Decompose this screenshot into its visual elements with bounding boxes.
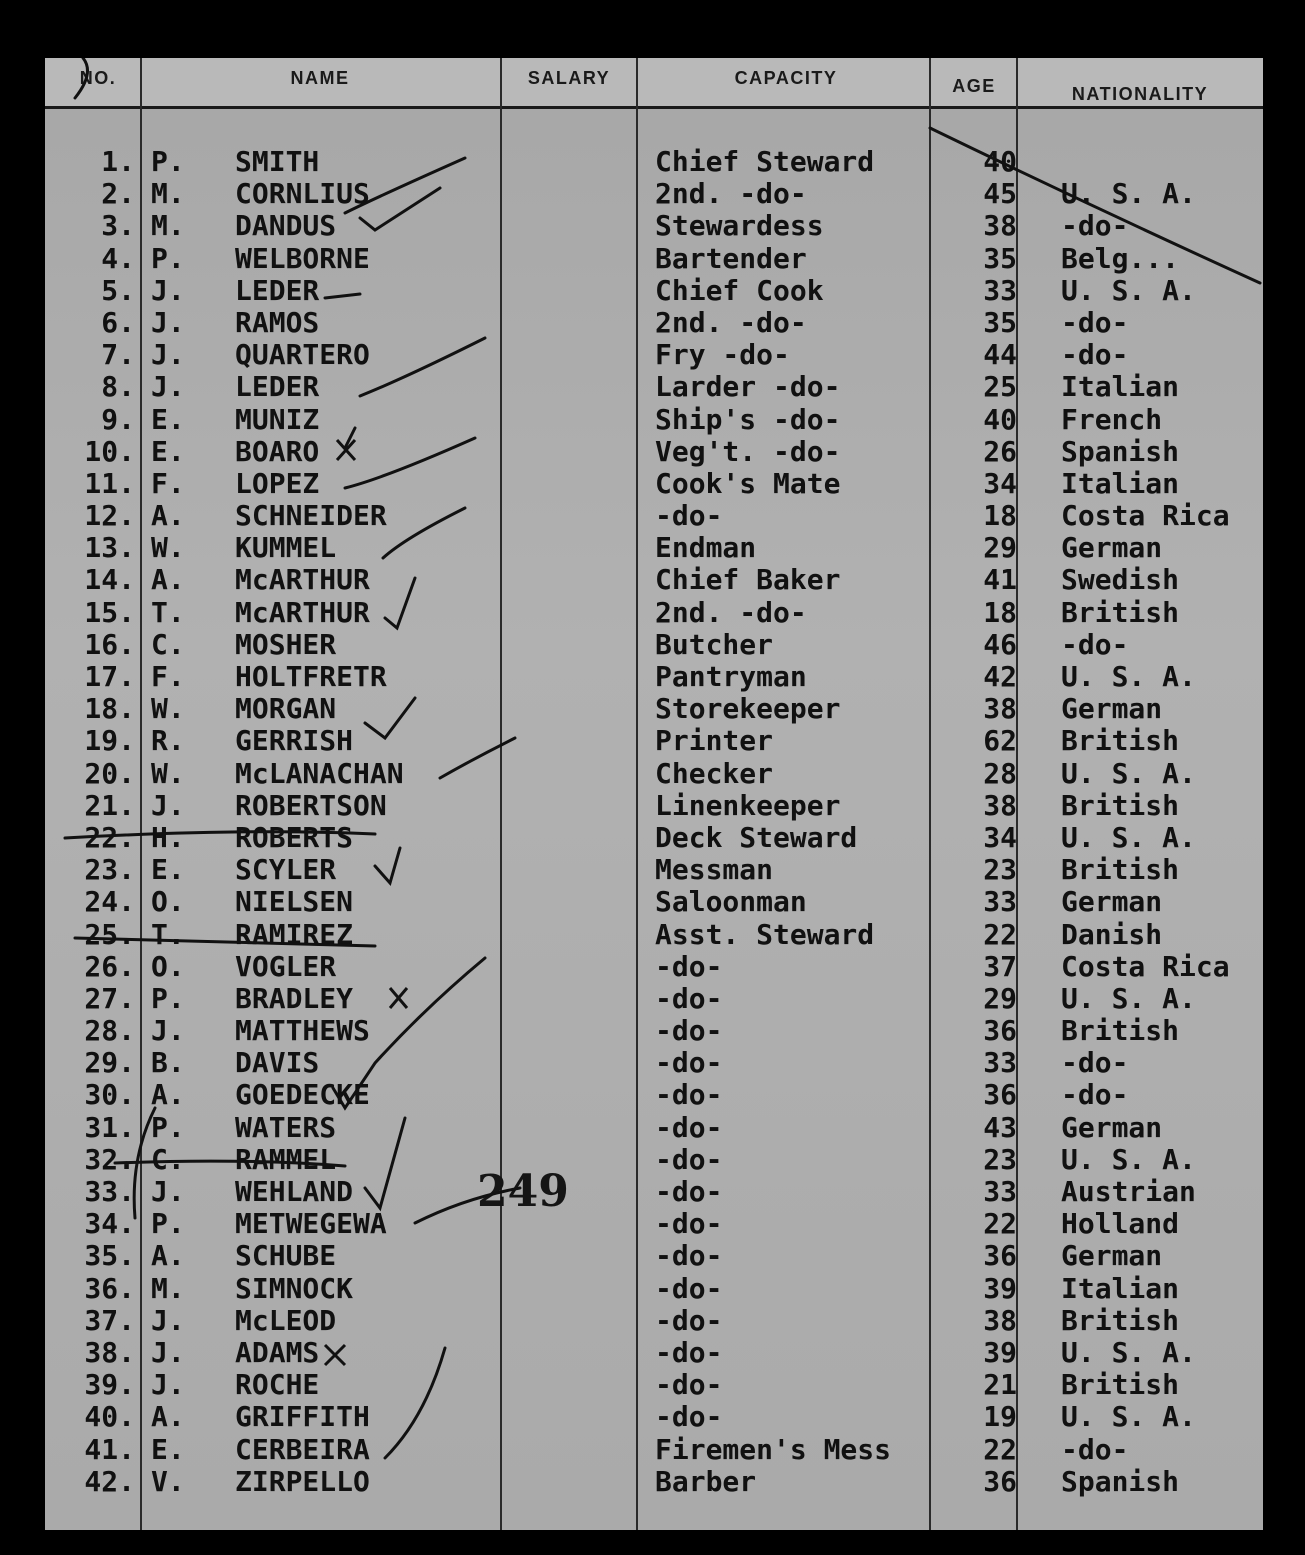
- manifest-sheet: [45, 58, 1263, 1530]
- age: 33: [983, 1175, 1017, 1208]
- header-name: NAME: [290, 68, 350, 88]
- age: 39: [983, 1271, 1017, 1305]
- crew-name: LEDER: [235, 273, 320, 307]
- age: 36: [983, 1078, 1017, 1112]
- age: 37: [983, 949, 1017, 983]
- age: 36: [983, 1014, 1017, 1048]
- nationality: French: [1061, 402, 1163, 436]
- age: 34: [983, 466, 1017, 500]
- row-number: 17.: [84, 660, 135, 693]
- row-number: 18.: [84, 692, 135, 726]
- capacity: Saloonman: [655, 885, 807, 919]
- capacity: Veg't. -do-: [655, 434, 841, 468]
- initial: O.: [151, 885, 185, 919]
- initial: J.: [151, 370, 185, 404]
- nationality: U. S. A.: [1061, 1400, 1196, 1434]
- initial: E.: [151, 402, 185, 436]
- crew-name: ROBERTS: [235, 820, 354, 854]
- row-number: 11.: [84, 466, 135, 500]
- row-number: 26.: [84, 949, 135, 983]
- age: 22: [983, 1432, 1017, 1466]
- capacity: 2nd. -do-: [655, 305, 807, 339]
- age: 33: [983, 885, 1017, 919]
- age: 18: [983, 595, 1017, 629]
- age: 40: [983, 402, 1017, 436]
- initial: M.: [151, 209, 185, 243]
- crew-name: METWEGEWA: [235, 1207, 387, 1241]
- crew-name: DANDUS: [235, 209, 337, 243]
- capacity: Butcher: [655, 627, 774, 661]
- crew-name: MOSHER: [235, 627, 337, 661]
- capacity: Endman: [655, 531, 757, 565]
- crew-name: McLEOD: [235, 1303, 337, 1337]
- capacity: Chief Cook: [655, 273, 824, 307]
- age: 46: [983, 627, 1017, 661]
- capacity: -do-: [655, 1175, 723, 1208]
- nationality: Italian: [1061, 466, 1180, 500]
- capacity: -do-: [655, 1046, 723, 1080]
- age: 38: [983, 1303, 1017, 1337]
- crew-name: MORGAN: [235, 692, 337, 726]
- age: 33: [983, 1046, 1017, 1080]
- crew-name: SCYLER: [235, 853, 337, 887]
- nationality: Holland: [1061, 1207, 1180, 1241]
- crew-name: McARTHUR: [235, 595, 370, 629]
- initial: J.: [151, 1368, 185, 1402]
- nationality: British: [1061, 788, 1180, 822]
- initial: O.: [151, 949, 185, 983]
- nationality: Danish: [1061, 917, 1163, 951]
- nationality: Spanish: [1061, 434, 1180, 468]
- initial: P.: [151, 1207, 185, 1241]
- nationality: German: [1061, 1239, 1163, 1273]
- row-number: 12.: [84, 499, 135, 533]
- age: 43: [983, 1110, 1017, 1144]
- nationality: -do-: [1061, 627, 1129, 661]
- crew-name: GERRISH: [235, 724, 354, 758]
- crew-name: NIELSEN: [235, 885, 354, 919]
- capacity: Printer: [655, 724, 774, 758]
- age: 36: [983, 1239, 1017, 1273]
- age: 41: [983, 563, 1017, 597]
- age: 36: [983, 1464, 1017, 1498]
- crew-name: RAMOS: [235, 305, 320, 339]
- row-number: 29.: [84, 1046, 135, 1080]
- row-number: 32.: [84, 1142, 135, 1176]
- nationality: -do-: [1061, 1078, 1129, 1112]
- capacity: Cook's Mate: [655, 466, 841, 500]
- row-number: 23.: [84, 853, 135, 887]
- capacity: 2nd. -do-: [655, 177, 807, 211]
- initial: R.: [151, 724, 185, 758]
- age: 38: [983, 692, 1017, 726]
- crew-name: SMITH: [235, 145, 320, 178]
- age: 45: [983, 177, 1017, 211]
- capacity: -do-: [655, 1239, 723, 1273]
- crew-name: HOLTFRETR: [235, 660, 387, 693]
- crew-name: BRADLEY: [235, 981, 354, 1015]
- row-number: 20.: [84, 756, 135, 790]
- row-number: 3.: [101, 209, 135, 243]
- age: 19: [983, 1400, 1017, 1434]
- row-number: 1.: [101, 145, 135, 178]
- capacity: Firemen's Mess: [655, 1432, 892, 1466]
- crew-name: BOARO: [235, 434, 320, 468]
- initial: P.: [151, 981, 185, 1015]
- initial: J.: [151, 1335, 185, 1369]
- initial: T.: [151, 595, 185, 629]
- nationality: British: [1061, 1368, 1180, 1402]
- nationality: British: [1061, 1014, 1180, 1048]
- initial: W.: [151, 756, 185, 790]
- row-number: 40.: [84, 1400, 135, 1434]
- age: 38: [983, 788, 1017, 822]
- nationality: -do-: [1061, 1432, 1129, 1466]
- crew-name: GRIFFITH: [235, 1400, 370, 1434]
- crew-name: MUNIZ: [235, 402, 320, 436]
- crew-name: WATERS: [235, 1110, 337, 1144]
- row-number: 42.: [84, 1464, 135, 1498]
- age: 26: [983, 434, 1017, 468]
- row-number: 15.: [84, 595, 135, 629]
- capacity: -do-: [655, 1368, 723, 1402]
- initial: F.: [151, 660, 185, 693]
- initial: J.: [151, 788, 185, 822]
- header-salary: SALARY: [527, 68, 611, 88]
- age: 18: [983, 499, 1017, 533]
- nationality: U. S. A.: [1061, 273, 1196, 307]
- row-number: 38.: [84, 1335, 135, 1369]
- capacity: -do-: [655, 1110, 723, 1144]
- age: 38: [983, 209, 1017, 243]
- nationality: Swedish: [1061, 563, 1180, 597]
- initial: V.: [151, 1464, 185, 1498]
- initial: A.: [151, 1078, 185, 1112]
- initial: P.: [151, 241, 185, 275]
- capacity: Asst. Steward: [655, 917, 875, 951]
- capacity: Storekeeper: [655, 692, 841, 726]
- capacity: -do-: [655, 1078, 723, 1112]
- row-number: 24.: [84, 885, 135, 919]
- age: 42: [983, 660, 1017, 693]
- nationality: German: [1061, 1110, 1163, 1144]
- crew-name: CORNLIUS: [235, 177, 370, 211]
- capacity: Messman: [655, 853, 774, 887]
- age: 44: [983, 338, 1017, 372]
- nationality: Costa Rica: [1061, 499, 1230, 533]
- age: 34: [983, 820, 1017, 854]
- row-number: 41.: [84, 1432, 135, 1466]
- capacity: Ship's -do-: [655, 402, 841, 436]
- initial: J.: [151, 338, 185, 372]
- capacity: -do-: [655, 1271, 723, 1305]
- nationality: U. S. A.: [1061, 756, 1196, 790]
- capacity: -do-: [655, 499, 723, 533]
- nationality: U. S. A.: [1061, 981, 1196, 1015]
- row-number: 13.: [84, 531, 135, 565]
- age: 40: [983, 145, 1017, 178]
- crew-name: VOGLER: [235, 949, 337, 983]
- initial: P.: [151, 1110, 185, 1144]
- row-number: 14.: [84, 563, 135, 597]
- row-number: 34.: [84, 1207, 135, 1241]
- capacity: -do-: [655, 1142, 723, 1176]
- capacity: Deck Steward: [655, 820, 858, 854]
- initial: J.: [151, 273, 185, 307]
- nationality: Spanish: [1061, 1464, 1180, 1498]
- age: 25: [983, 370, 1017, 404]
- age: 29: [983, 981, 1017, 1015]
- initial: M.: [151, 177, 185, 211]
- initial: A.: [151, 1239, 185, 1273]
- initial: H.: [151, 820, 185, 854]
- nationality: -do-: [1061, 305, 1129, 339]
- row-number: 2.: [101, 177, 135, 211]
- nationality: Italian: [1061, 370, 1180, 404]
- crew-name: ROBERTSON: [235, 788, 387, 822]
- capacity: -do-: [655, 1400, 723, 1434]
- age: 29: [983, 531, 1017, 565]
- capacity: -do-: [655, 1207, 723, 1241]
- crew-name: SCHUBE: [235, 1239, 337, 1273]
- header-no: NO.: [79, 68, 117, 88]
- age: 62: [983, 724, 1017, 758]
- crew-name: ROCHE: [235, 1368, 320, 1402]
- row-number: 8.: [101, 370, 135, 404]
- crew-name: CERBEIRA: [235, 1432, 370, 1466]
- capacity: Checker: [655, 756, 774, 790]
- nationality: British: [1061, 724, 1180, 758]
- crew-name: McARTHUR: [235, 563, 370, 597]
- age: 22: [983, 917, 1017, 951]
- row-number: 16.: [84, 627, 135, 661]
- crew-name: LOPEZ: [235, 466, 320, 500]
- handwritten-check-marks: [45, 58, 1263, 1530]
- initial: A.: [151, 563, 185, 597]
- age: 28: [983, 756, 1017, 790]
- crew-name: RAMIREZ: [235, 917, 354, 951]
- row-number: 27.: [84, 981, 135, 1015]
- age: 23: [983, 1142, 1017, 1176]
- crew-name: KUMMEL: [235, 531, 337, 565]
- nationality: Austrian: [1061, 1175, 1196, 1208]
- initial: J.: [151, 1303, 185, 1337]
- initial: C.: [151, 1142, 185, 1176]
- row-number: 9.: [101, 402, 135, 436]
- initial: T.: [151, 917, 185, 951]
- initial: C.: [151, 627, 185, 661]
- row-number: 39.: [84, 1368, 135, 1402]
- capacity: 2nd. -do-: [655, 595, 807, 629]
- age: 35: [983, 305, 1017, 339]
- initial: F.: [151, 466, 185, 500]
- initial: W.: [151, 692, 185, 726]
- nationality: British: [1061, 595, 1180, 629]
- row-number: 6.: [101, 305, 135, 339]
- nationality: Belg...: [1061, 241, 1180, 275]
- capacity: Chief Baker: [655, 563, 841, 597]
- capacity: -do-: [655, 1303, 723, 1337]
- initial: A.: [151, 1400, 185, 1434]
- header-age: AGE: [952, 76, 996, 96]
- capacity: Pantryman: [655, 660, 807, 693]
- row-number: 21.: [84, 788, 135, 822]
- crew-name: ADAMS: [235, 1335, 320, 1369]
- initial: E.: [151, 434, 185, 468]
- crew-name: LEDER: [235, 370, 320, 404]
- nationality: U. S. A.: [1061, 660, 1196, 693]
- capacity: Linenkeeper: [655, 788, 841, 822]
- header-capacity: CAPACITY: [734, 68, 838, 88]
- age: 35: [983, 241, 1017, 275]
- crew-name: SIMNOCK: [235, 1271, 354, 1305]
- row-number: 33.: [84, 1175, 135, 1208]
- capacity: Bartender: [655, 241, 807, 275]
- row-number: 22.: [84, 820, 135, 854]
- nationality: German: [1061, 692, 1163, 726]
- age: 21: [983, 1368, 1017, 1402]
- initial: W.: [151, 531, 185, 565]
- row-number: 10.: [84, 434, 135, 468]
- row-number: 35.: [84, 1239, 135, 1273]
- nationality: German: [1061, 531, 1163, 565]
- row-number: 31.: [84, 1110, 135, 1144]
- nationality: German: [1061, 885, 1163, 919]
- crew-name: WELBORNE: [235, 241, 370, 275]
- capacity: Barber: [655, 1464, 757, 1498]
- row-number: 28.: [84, 1014, 135, 1048]
- nationality: -do-: [1061, 209, 1129, 243]
- row-number: 36.: [84, 1271, 135, 1305]
- age: 39: [983, 1335, 1017, 1369]
- initial: M.: [151, 1271, 185, 1305]
- nationality: British: [1061, 1303, 1180, 1337]
- row-number: 30.: [84, 1078, 135, 1112]
- nationality: U. S. A.: [1061, 177, 1196, 211]
- age: 33: [983, 273, 1017, 307]
- nationality: -do-: [1061, 1046, 1129, 1080]
- crew-name: GOEDECKE: [235, 1078, 370, 1112]
- capacity: -do-: [655, 1335, 723, 1369]
- initial: A.: [151, 499, 185, 533]
- capacity: Stewardess: [655, 209, 824, 243]
- stamp-number: 249: [477, 1166, 569, 1217]
- nationality: British: [1061, 853, 1180, 887]
- row-number: 19.: [84, 724, 135, 758]
- initial: J.: [151, 305, 185, 339]
- capacity: Chief Steward: [655, 145, 875, 178]
- crew-name: MATTHEWS: [235, 1014, 370, 1048]
- row-number: 5.: [101, 273, 135, 307]
- row-number: 7.: [101, 338, 135, 372]
- crew-name: RAMMEL: [235, 1142, 337, 1176]
- age: 23: [983, 853, 1017, 887]
- nationality: -do-: [1061, 338, 1129, 372]
- nationality: Italian: [1061, 1271, 1180, 1305]
- nationality: Costa Rica: [1061, 949, 1230, 983]
- initial: J.: [151, 1175, 185, 1208]
- initial: P.: [151, 145, 185, 178]
- initial: E.: [151, 853, 185, 887]
- initial: E.: [151, 1432, 185, 1466]
- crew-name: McLANACHAN: [235, 756, 404, 790]
- nationality: U. S. A.: [1061, 820, 1196, 854]
- nationality: U. S. A.: [1061, 1142, 1196, 1176]
- crew-name: QUARTERO: [235, 338, 370, 372]
- row-number: 4.: [101, 241, 135, 275]
- initial: J.: [151, 1014, 185, 1048]
- capacity: Larder -do-: [655, 370, 841, 404]
- crew-name: ZIRPELLO: [235, 1464, 370, 1498]
- capacity: -do-: [655, 949, 723, 983]
- crew-name: DAVIS: [235, 1046, 320, 1080]
- row-number: 25.: [84, 917, 135, 951]
- row-number: 37.: [84, 1303, 135, 1337]
- crew-name: WEHLAND: [235, 1175, 354, 1208]
- capacity: -do-: [655, 1014, 723, 1048]
- header-nationality: NATIONALITY: [1071, 84, 1209, 104]
- crew-name: SCHNEIDER: [235, 499, 387, 533]
- age: 22: [983, 1207, 1017, 1241]
- capacity: Fry -do-: [655, 338, 790, 372]
- nationality: U. S. A.: [1061, 1335, 1196, 1369]
- capacity: -do-: [655, 981, 723, 1015]
- initial: B.: [151, 1046, 185, 1080]
